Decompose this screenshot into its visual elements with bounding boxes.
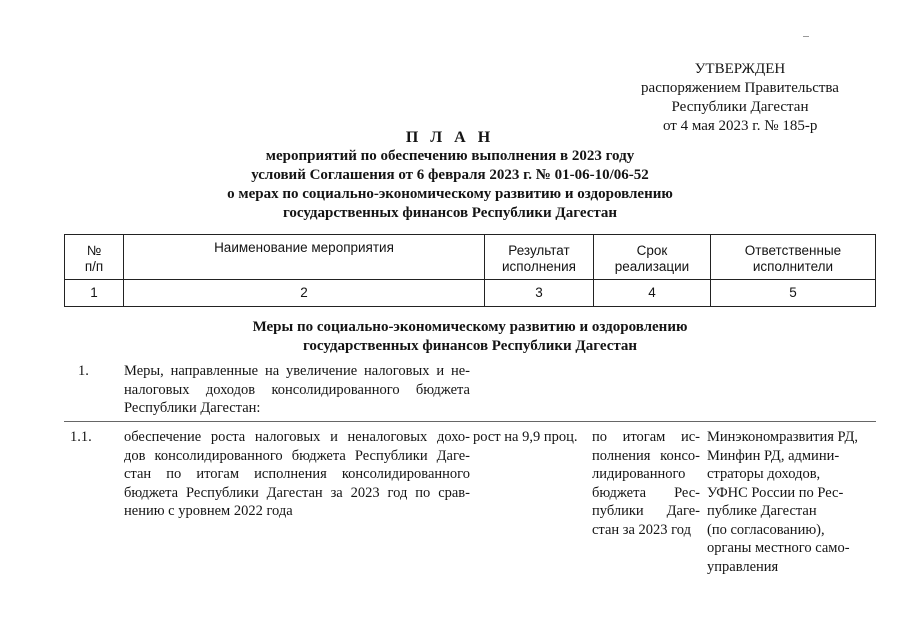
column-number-1: 1 [65, 280, 124, 307]
header-result-line-2: исполнения [502, 259, 576, 274]
column-number-5: 5 [711, 280, 876, 307]
row-1-1-resp-line: управления [707, 558, 779, 575]
table-header-row [65, 235, 876, 280]
approval-line-2: Республики Дагестан [671, 99, 809, 115]
row-1-1-text [124, 428, 470, 521]
header-term-line-2: реализации [614, 259, 690, 274]
row-1-1-text-line: нению с уровнем 2022 года [124, 503, 293, 519]
row-1-number: 1. [78, 363, 89, 379]
row-1-1-resp-line: УФНС России по Рес- [707, 484, 844, 501]
row-1-1-result: рост на 9,9 проц. [473, 429, 578, 445]
row-1-1-resp-line: Минэкономразвития РД, [707, 429, 859, 445]
row-1-1-term-line: бюджета Рес- [592, 484, 700, 501]
table-number-row [65, 280, 876, 307]
plan-line-3: о мерах по социально-экономическому развитию и оздоровлению [227, 186, 673, 202]
approval-line-1: распоряжением Правительства [641, 80, 839, 96]
plan-line-1: мероприятий по обеспечению выполнения в 2023 году [265, 148, 635, 164]
header-cell-number [65, 235, 124, 280]
scan-mark [803, 36, 809, 37]
header-result-line-1: Результат [508, 243, 570, 258]
header-name-text: Наименование мероприятия [214, 240, 394, 255]
row-divider [64, 421, 876, 422]
row-1-1-term [592, 428, 700, 539]
plan-line-4: государственных финансов Республики Дагестан [282, 205, 618, 221]
row-1-1-term-line: стан за 2023 год [592, 521, 691, 538]
row-1-1-resp-line: публике Дагестан [707, 503, 817, 519]
row-1-1-resp-line: (по согласованию), [707, 521, 825, 538]
approval-block [620, 60, 860, 134]
approval-date: от 4 мая 2023 г. № 185-р [663, 118, 818, 134]
section-heading [160, 318, 780, 356]
plan-line-2: условий Соглашения от 6 февраля 2023 г. № 01-06-10/06-52 [251, 167, 649, 183]
row-1-1-term-line: по итогам ис- [592, 429, 700, 445]
row-1-text-line: Меры, направленные на увеличение налоговых и не- [124, 363, 470, 379]
column-number-2: 2 [124, 280, 485, 307]
header-cell-name [124, 235, 485, 280]
row-1-1-term-line: публики Даге- [592, 503, 700, 519]
row-1-text-line: налоговых доходов консолидированного бюджета [124, 381, 470, 398]
header-number-line-1: № [86, 243, 102, 258]
plan-title: П Л А Н [405, 129, 495, 146]
row-1-1-resp-line: Минфин РД, админи- [707, 447, 840, 464]
section-line-1: Меры по социально-экономическому развитию и оздоровлению [252, 319, 688, 335]
header-cell-term [594, 235, 711, 280]
column-number-3: 3 [485, 280, 594, 307]
row-1-1-text-line: обеспечение роста налоговых и неналоговых дохо- [124, 429, 470, 445]
row-1-1-text-line: стан по итогам исполнения консолидированного [124, 466, 470, 482]
column-number-4: 4 [594, 280, 711, 307]
header-cell-result [485, 235, 594, 280]
section-line-2: государственных финансов Республики Дагестан [302, 338, 638, 354]
row-1-1-term-line: полнения консо- [592, 447, 700, 464]
header-term-line-1: Срок [636, 243, 668, 258]
row-1-1-number: 1.1. [70, 429, 92, 445]
row-1-text-line: Республики Дагестан: [124, 400, 261, 416]
row-1-1-responsible [707, 428, 877, 576]
header-resp-line-1: Ответственные [744, 243, 842, 258]
header-resp-line-2: исполнители [752, 259, 834, 274]
row-1-text [124, 362, 470, 418]
plan-title-block [140, 128, 760, 223]
row-1-1-term-line: лидированного [592, 466, 686, 482]
row-1-1-resp-line: страторы доходов, [707, 466, 821, 482]
row-1-1-text-line: бюджета Республики Дагестан за 2023 год по срав- [124, 484, 470, 501]
header-number-line-2: п/п [84, 259, 104, 274]
row-1-1-resp-line: органы местного само- [707, 540, 850, 556]
plan-table-header [64, 234, 876, 307]
approval-title: УТВЕРЖДЕН [694, 61, 786, 77]
row-1-1-text-line: дов консолидированного бюджета Республики Даге- [124, 447, 470, 464]
header-cell-responsible [711, 235, 876, 280]
